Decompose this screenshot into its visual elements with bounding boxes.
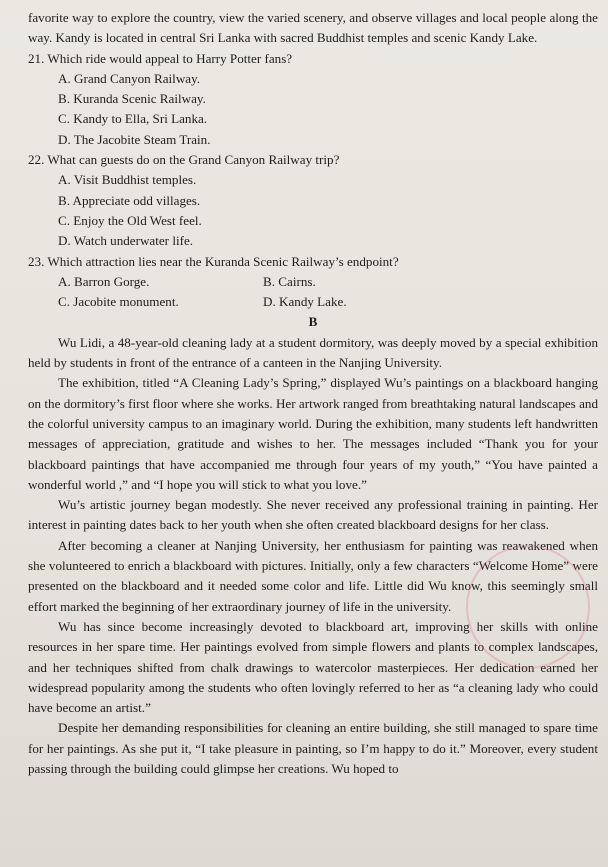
passage-paragraph: Wu’s artistic journey began modestly. She never received any professional training in painting. Her interest in painting dates back to her youth when she often created blackboard designs for her class. bbox=[28, 497, 598, 533]
question-stem: 22. What can guests do on the Grand Canyon Railway trip? bbox=[28, 152, 340, 168]
passage-paragraph: Wu Lidi, a 48-year-old cleaning lady at a student dormitory, was deeply moved by a special exhibition held by students in front of the entrance of a canteen in the Nanjing University. bbox=[28, 334, 598, 371]
option-d: D. The Jacobite Steam Train. bbox=[58, 131, 211, 147]
passage-paragraph: Despite her demanding responsibilities for cleaning an entire building, she still managed to spare time for her paintings. As she put it, “I take pleasure in painting, so I’m happy to do it.” Moreover, every student passing through the building could glimpse her creations. Wu hoped to bbox=[28, 720, 598, 776]
question-stem: 23. Which attraction lies near the Kuranda Scenic Railway’s endpoint? bbox=[28, 253, 399, 269]
section-label: B bbox=[308, 314, 318, 330]
option-d: D. Kandy Lake. bbox=[263, 294, 347, 310]
intro-paragraph: favorite way to explore the country, view the varied scenery, and observe villages and local people along the way. Kandy is located in central Sri Lanka with sacred Buddhist temples and scenic Kandy Lake. bbox=[28, 10, 598, 46]
question-stem: 21. Which ride would appeal to Harry Potter fans? bbox=[28, 50, 293, 66]
option-b: B. Cairns. bbox=[263, 273, 316, 289]
option-a: A. Visit Buddhist temples. bbox=[58, 172, 197, 188]
options-grid bbox=[58, 272, 598, 313]
question-21 bbox=[28, 49, 598, 150]
option-c: C. Enjoy the Old West feel. bbox=[58, 212, 202, 228]
question-23 bbox=[28, 252, 598, 313]
option-b: B. Kuranda Scenic Railway. bbox=[58, 91, 206, 107]
option-a: A. Barron Gorge. bbox=[58, 273, 150, 289]
passage-paragraph: After becoming a cleaner at Nanjing University, her enthusiasm for painting was reawakened when she volunteered to enrich a blackboard with pictures. Initially, only a few characters “Welcome Home” were presented on the blackboard and it needed some color and life. Little did Wu know, this seemingly small effort marked the beginning of her extraordinary journey of life in the university. bbox=[28, 537, 598, 614]
option-b: B. Appreciate odd villages. bbox=[58, 192, 201, 208]
passage-paragraph: The exhibition, titled “A Cleaning Lady’s Spring,” displayed Wu’s paintings on a blackboard hanging on the dormitory’s first floor where she works. Her artwork ranged from breathtaking natural landscapes and the colorful university campus to an imaginary world. During the exhibition, many students left handwritten messages of appreciation, gratitude and wishes to her. The messages included “Thank you for your blackboard paintings that have accompanied me through four years of my youth,” “You have painted a wonderful world ,” and “I hope you will stick to what you love.” bbox=[28, 375, 598, 492]
option-d: D. Watch underwater life. bbox=[58, 233, 194, 249]
question-22 bbox=[28, 150, 598, 251]
option-c: C. Kandy to Ella, Sri Lanka. bbox=[58, 111, 208, 127]
passage-paragraph: Wu has since become increasingly devoted to blackboard art, improving her skills with online resources in her spare time. Her paintings evolved from simple flowers and plants to complex landscapes, and her techniques shifted from chalk drawings to watercolor masterpieces. Her dedication earned her widespread popularity among the students who often lovingly referred to her as “a cleaning lady who could have become an artist.” bbox=[28, 618, 598, 716]
option-c: C. Jacobite monument. bbox=[58, 294, 179, 310]
option-a: A. Grand Canyon Railway. bbox=[58, 70, 201, 86]
